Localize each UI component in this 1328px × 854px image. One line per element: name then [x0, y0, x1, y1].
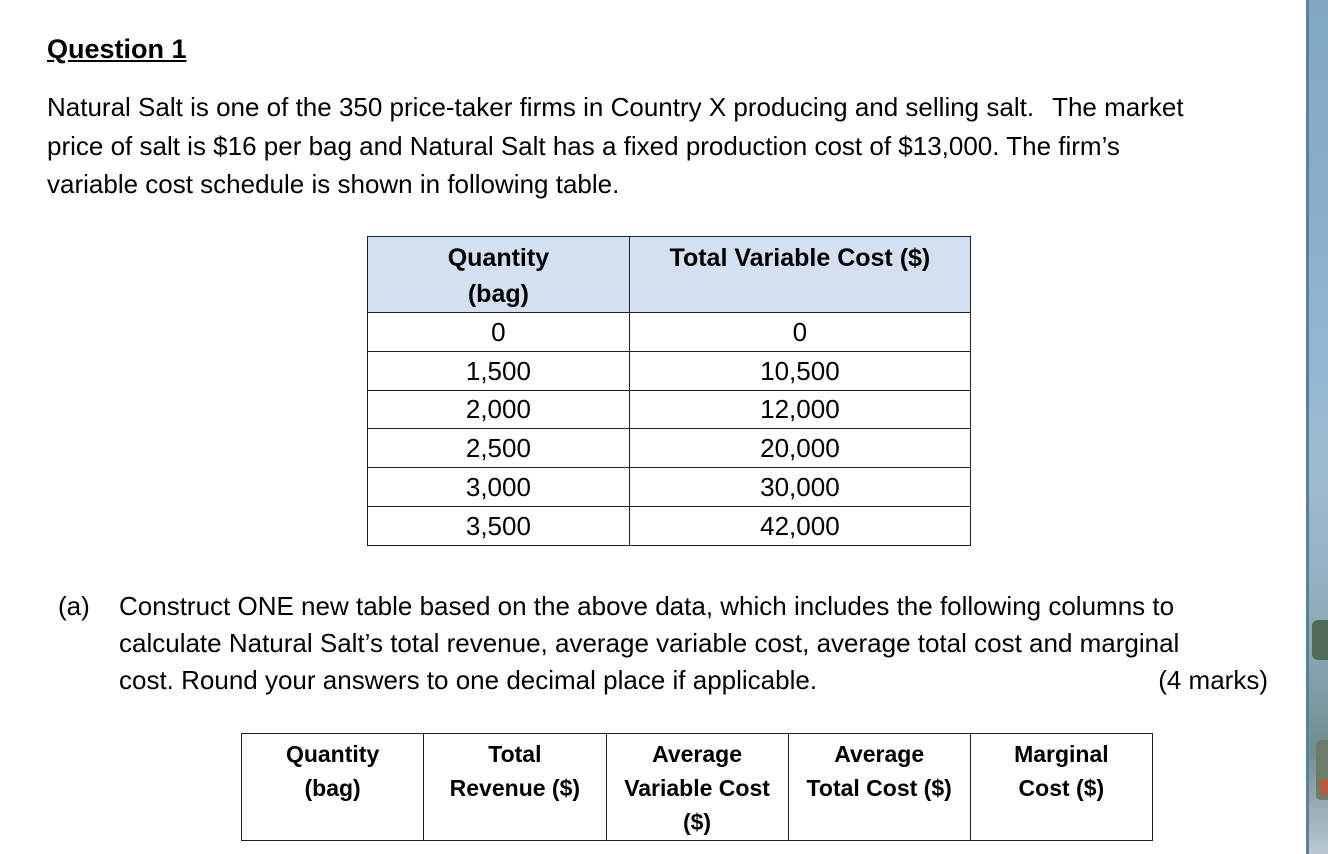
answer-header-atc-line1: Average [834, 741, 925, 767]
answer-header-average-total-cost [788, 734, 970, 841]
answer-header-avc-line3: ($) [682, 809, 712, 835]
table-row [368, 390, 971, 429]
header-total-variable-cost: Total Variable Cost ($) [629, 237, 970, 313]
header-quantity [368, 237, 630, 313]
background-photo-strip [1306, 0, 1328, 854]
part-a-label: (a) [58, 591, 90, 621]
answer-header-total-revenue-line2: Revenue ($) [449, 775, 581, 801]
table-row [368, 468, 971, 507]
answer-header-quantity-line2: (bag) [304, 775, 361, 801]
part-a-body [119, 588, 1264, 699]
answer-header-quantity-line1: Quantity [285, 741, 380, 767]
part-a-line-3: cost. Round your answers to one decimal place if applicable. [119, 665, 818, 695]
cell-tvc: 20,000 [629, 429, 970, 468]
answer-header-atc-line2: Total Cost ($) [806, 775, 952, 801]
answer-header-avc-line1: Average [652, 741, 743, 767]
header-quantity-line2: (bag) [467, 280, 529, 308]
intro-text-1b: The market [1052, 92, 1184, 122]
cell-quantity: 3,000 [368, 468, 630, 507]
intro-line-2: price of salt is $16 per bag and Natural Salt has a fixed production cost of $13,000. The firm’s [47, 130, 1120, 161]
answer-table-header-row [242, 734, 1153, 841]
cell-quantity: 0 [368, 313, 630, 352]
cell-tvc: 10,500 [629, 351, 970, 390]
table-row [368, 351, 971, 390]
answer-header-mc-line2: Cost ($) [1018, 775, 1105, 801]
cell-tvc: 30,000 [629, 468, 970, 507]
cell-quantity: 3,500 [368, 506, 630, 545]
table-row [368, 429, 971, 468]
question-intro [47, 88, 1292, 204]
cell-quantity: 1,500 [368, 351, 630, 390]
answer-table [241, 733, 1153, 841]
answer-header-average-variable-cost [606, 734, 788, 841]
cell-quantity: 2,500 [368, 429, 630, 468]
answer-header-mc-line1: Marginal [1014, 741, 1109, 767]
intro-text-1a: Natural Salt is one of the 350 price-taker firms in Country X producing and selling salt. [47, 92, 1035, 122]
part-a-marks: (4 marks) [1158, 665, 1268, 695]
answer-header-total-revenue-line1: Total [488, 741, 542, 767]
answer-header-avc-line2: Variable Cost [624, 775, 770, 801]
variable-cost-table [367, 236, 971, 546]
part-a-line-1: Construct ONE new table based on the above data, which includes the following columns to [119, 591, 1175, 621]
intro-line-3: variable cost schedule is shown in following table. [47, 169, 620, 199]
answer-header-total-revenue [424, 734, 606, 841]
cell-quantity: 2,000 [368, 390, 630, 429]
intro-line-1 [47, 88, 1292, 127]
cell-tvc: 12,000 [629, 390, 970, 429]
answer-header-quantity [242, 734, 424, 841]
part-a-line-2: calculate Natural Salt’s total revenue, average variable cost, average total cost and marginal [119, 628, 1180, 658]
question-title: Question 1 [47, 34, 187, 64]
answer-header-marginal-cost [970, 734, 1152, 841]
cost-table-header-row [368, 237, 971, 313]
cell-tvc: 42,000 [629, 506, 970, 545]
table-row [368, 313, 971, 352]
cell-tvc: 0 [629, 313, 970, 352]
header-quantity-line1: Quantity [447, 244, 550, 272]
table-row [368, 506, 971, 545]
